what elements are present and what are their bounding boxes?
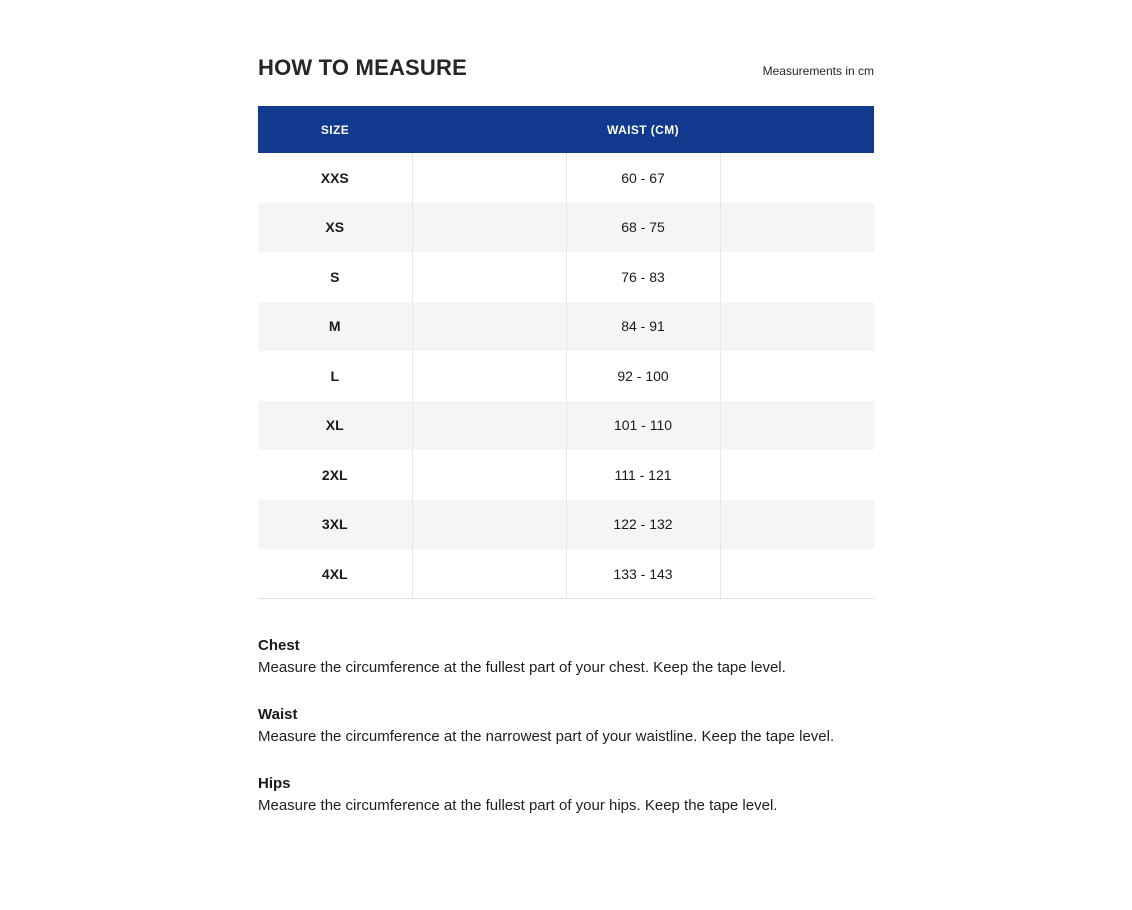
table-row (258, 203, 874, 253)
size-chart-table (258, 106, 874, 599)
size-cell: 4XL (258, 549, 412, 599)
waist-cell: 84 - 91 (566, 302, 720, 352)
empty-cell (720, 549, 874, 599)
instruction-heading: Waist (258, 705, 298, 723)
table-row (258, 401, 874, 451)
instruction-heading: Chest (258, 637, 300, 654)
column-header-blank-1 (412, 106, 566, 153)
instruction-text: Measure the circumference at the fullest part of your chest. Keep the tape level. (258, 659, 786, 676)
empty-cell (720, 351, 874, 401)
column-header-size: SIZE (320, 122, 350, 137)
waist-cell: 111 - 121 (566, 450, 720, 500)
column-header-waist: WAIST (CM) (607, 122, 679, 137)
empty-cell (720, 401, 874, 451)
empty-cell (720, 252, 874, 302)
waist-cell: 133 - 143 (566, 549, 720, 599)
instruction-text: Measure the circumference at the fullest part of your hips. Keep the tape level. (258, 796, 778, 814)
size-chart-body (258, 153, 874, 599)
table-row (258, 302, 874, 352)
waist-cell: 122 - 132 (566, 500, 720, 550)
size-cell: XL (325, 417, 344, 434)
empty-cell (720, 450, 874, 500)
size-cell: 2XL (321, 466, 348, 483)
waist-cell: 92 - 100 (566, 351, 720, 401)
size-cell: S (330, 268, 340, 285)
empty-cell (412, 203, 566, 253)
waist-cell: 68 - 75 (566, 203, 720, 253)
table-row (258, 450, 874, 500)
page-title: HOW TO MEASURE (258, 55, 467, 80)
measuring-instructions (258, 637, 874, 815)
instruction-text: Measure the circumference at the narrowest part of your waistline. Keep the tape level. (258, 727, 835, 745)
instruction-chest (258, 637, 874, 678)
empty-cell (720, 302, 874, 352)
size-chart-header (258, 106, 874, 153)
waist-cell: 60 - 67 (566, 153, 720, 203)
empty-cell (412, 153, 566, 203)
size-cell: XS (325, 219, 345, 236)
measurement-unit-note: Measurements in cm (762, 64, 874, 78)
table-row (258, 500, 874, 550)
instruction-hips (258, 775, 874, 816)
instruction-waist (258, 706, 874, 747)
empty-cell (720, 500, 874, 550)
empty-cell (412, 450, 566, 500)
empty-cell (412, 351, 566, 401)
empty-cell (720, 203, 874, 253)
table-row (258, 351, 874, 401)
empty-cell (412, 252, 566, 302)
empty-cell (412, 401, 566, 451)
instruction-heading: Hips (258, 774, 291, 792)
section-header (258, 55, 874, 81)
empty-cell (412, 302, 566, 352)
column-header-blank-2 (720, 106, 874, 153)
empty-cell (720, 153, 874, 203)
waist-cell: 101 - 110 (566, 401, 720, 451)
empty-cell (412, 549, 566, 599)
size-guide-section (258, 55, 874, 843)
header-row (258, 106, 874, 153)
table-row (258, 549, 874, 599)
empty-cell (412, 500, 566, 550)
table-row (258, 252, 874, 302)
size-cell: XXS (320, 169, 349, 186)
waist-cell: 76 - 83 (566, 252, 720, 302)
table-row (258, 153, 874, 203)
size-cell: M (328, 318, 341, 335)
size-cell: 3XL (321, 516, 348, 533)
size-cell: L (330, 367, 340, 384)
